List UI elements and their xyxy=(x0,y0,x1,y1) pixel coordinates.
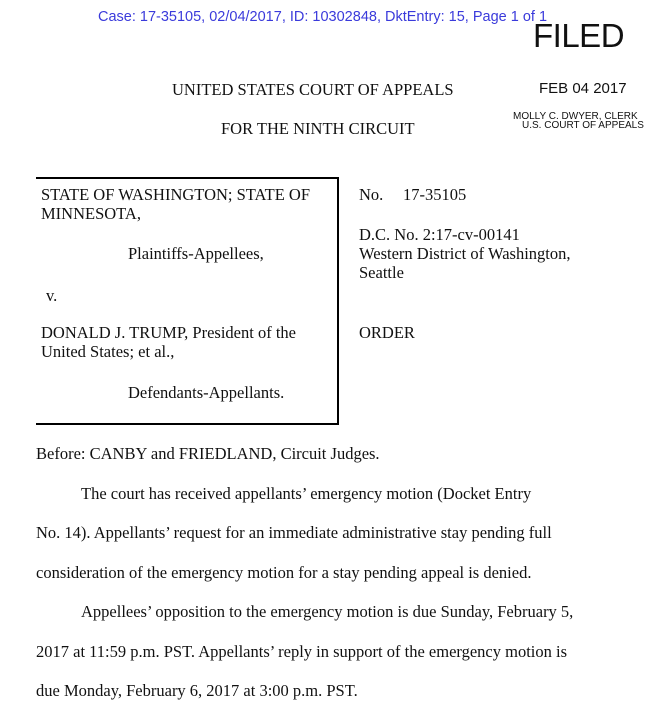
district-line-1: Western District of Washington, xyxy=(359,244,571,263)
body-line-5: 2017 at 11:59 p.m. PST. Appellants’ reply in support of the emergency motion is xyxy=(36,642,567,661)
defendants-line-2: United States; et al., xyxy=(41,342,175,361)
plaintiffs-role: Plaintiffs-Appellees, xyxy=(128,244,264,263)
court-name: UNITED STATES COURT OF APPEALS xyxy=(172,80,454,99)
panel-judges: Before: CANBY and FRIEDLAND, Circuit Judges. xyxy=(36,444,380,463)
body-line-4: Appellees’ opposition to the emergency motion is due Sunday, February 5, xyxy=(81,602,574,621)
plaintiffs-line-1: STATE OF WASHINGTON; STATE OF xyxy=(41,185,311,204)
clerk-office: U.S. COURT OF APPEALS xyxy=(522,120,644,131)
case-header-stamp: Case: 17-35105, 02/04/2017, ID: 10302848, DktEntry: 15, Page 1 of 1 xyxy=(98,9,548,25)
body-line-2: No. 14). Appellants’ request for an immediate administrative stay pending full xyxy=(36,523,552,542)
defendants-line-1: DONALD J. TRUMP, President of the xyxy=(41,323,296,342)
defendants-role: Defendants-Appellants. xyxy=(128,383,285,402)
district-line-2: Seattle xyxy=(359,263,404,282)
versus: v. xyxy=(46,286,58,305)
body-line-3: consideration of the emergency motion for a stay pending appeal is denied. xyxy=(36,563,532,582)
body-line-6: due Monday, February 6, 2017 at 3:00 p.m. PST. xyxy=(36,681,358,700)
district-court-number: D.C. No. 2:17-cv-00141 xyxy=(359,225,520,244)
case-number: 17-35105 xyxy=(403,185,467,204)
filed-stamp: FILED xyxy=(533,17,625,54)
case-number-label: No. xyxy=(359,185,384,204)
body-line-1: The court has received appellants’ emergency motion (Docket Entry xyxy=(81,484,532,503)
clerk-name: MOLLY C. DWYER, CLERK xyxy=(513,111,638,122)
document-type: ORDER xyxy=(359,323,415,342)
circuit-name: FOR THE NINTH CIRCUIT xyxy=(221,119,415,138)
plaintiffs-line-2: MINNESOTA, xyxy=(41,204,141,223)
filed-date: FEB 04 2017 xyxy=(539,80,627,97)
